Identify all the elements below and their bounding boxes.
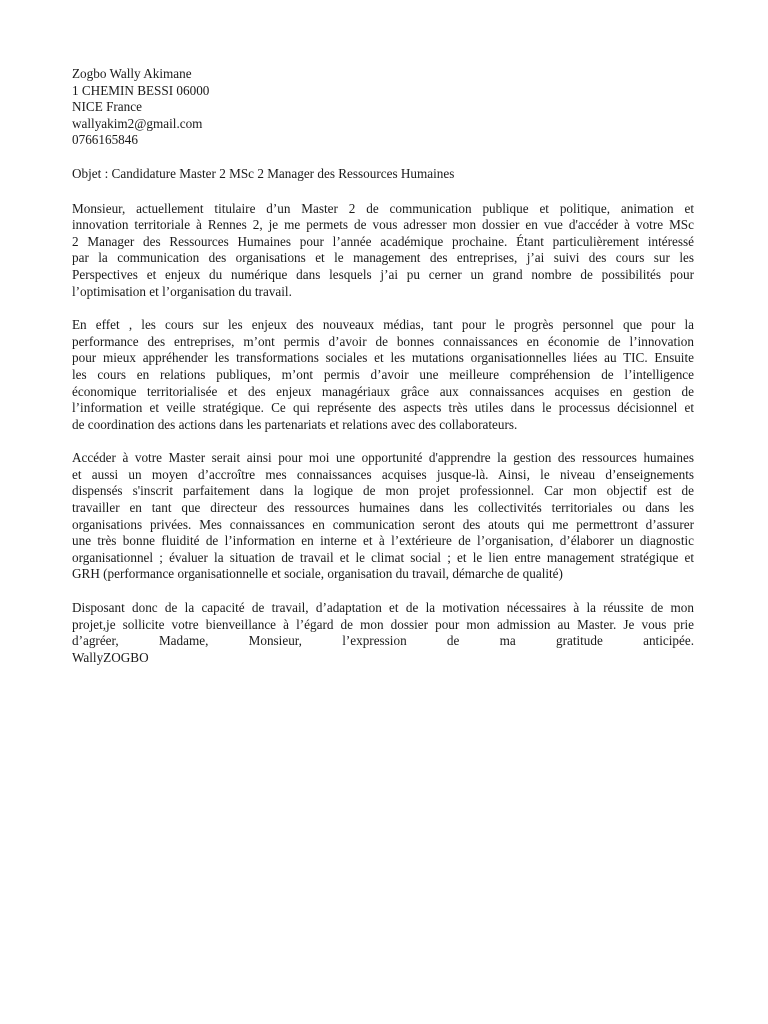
letter-subject: Objet : Candidature Master 2 MSc 2 Manager des Ressources Humaines [72,165,455,181]
sender-address-block [72,66,694,149]
paragraph-line: performance des entreprises, m’ont permis d’avoir de bonnes connaissances en économie de l’innovation [72,333,694,349]
paragraph-line: organisations privées. Mes connaissances en communication seront des atouts qui me permettront d’assurer [72,516,694,532]
paragraph-line: travailler en tant que directeur des ressources humaines dans les collectivités territoriales ou dans les [72,500,694,516]
paragraph-2 [72,317,694,433]
paragraph-line: En effet , les cours sur les enjeux des nouveaux médias, tant pour le progrès personnel que pour la [72,317,694,333]
paragraph-4 [72,600,694,666]
paragraph-1 [72,201,694,301]
paragraph-line: dispensés s'inscrit parfaitement dans la logique de mon projet professionnel. Car mon objectif est de [72,483,694,499]
sender-city: NICE France [72,99,142,115]
paragraph-line: Monsieur, actuellement titulaire d’un Master 2 de communication publique et politique, animation et [72,200,694,216]
sender-street: 1 CHEMIN BESSI 06000 [72,82,210,98]
sender-name: Zogbo Wally Akimane [72,66,192,81]
paragraph-line: l’optimisation et l’organisation du travail. [72,283,292,299]
paragraph-line: GRH (performance organisationnelle et sociale, organisation du travail, démarche de qualité) [72,566,563,582]
paragraph-line: 2 Manager des Ressources Humaines pour l’année académique prochaine. Étant particulièrement intéressé [72,233,694,249]
paragraph-line: innovation territoriale à Rennes 2, je me permets de vous adresser mon dossier en vue d'accéder à votre MSc [72,217,694,233]
paragraph-3 [72,450,694,583]
paragraph-line: une très bonne fluidité de l’information en interne et à l’extérieure de l’organisation, d’élaborer un diagnostic [72,533,694,549]
paragraph-line: projet,je sollicite votre bienveillance à l’égard de mon dossier pour mon admission au Master. Je vous prie [72,616,694,632]
paragraph-line: par la communication des organisations et le management des entreprises, j’ai suivi des cours sur les [72,250,694,266]
paragraph-line: Disposant donc de la capacité de travail, d’adaptation et de la motivation nécessaires à la réussite de mon [72,600,694,616]
paragraph-line: et aussi un moyen d’accroître mes connaissances acquises jusque-là. Ainsi, le niveau d’enseignements [72,466,694,482]
paragraph-line: économique territorialisée et des enjeux managériaux grâce aux connaissances acquises en gestion de [72,383,694,399]
paragraph-line: d’agréer, Madame, Monsieur, l’expression de ma gratitude anticipée. [72,633,694,649]
sender-phone: 0766165846 [72,132,138,148]
paragraph-line: pour mieux appréhender les transformations sociales et les mutations organisationnelles liées au TIC. Ensuite [72,350,694,366]
signature-name: WallyZOGBO [72,649,149,665]
letter-page [72,66,694,666]
paragraph-line: Accéder à votre Master serait ainsi pour moi une opportunité d'apprendre la gestion des ressources humaines [72,450,694,466]
sender-email: wallyakim2@gmail.com [72,115,203,131]
paragraph-line: de coordination des actions dans les partenariats et relations avec des collaborateurs. [72,416,518,432]
paragraph-line: l’information et veille stratégique. Ce qui représente des aspects très utiles dans le processus décisionnel et [72,400,694,416]
paragraph-line: Perspectives et enjeux du numérique dans lesquels j’ai pu cerner un grand nombre de possibilités pour [72,266,694,282]
paragraph-line: les cours en relations publiques, m’ont permis d’avoir une meilleure compréhension de l’intelligence [72,366,694,382]
paragraph-line: organisationnel ; évaluer la situation de travail et le climat social ; et le lien entre management stratégique et [72,549,694,565]
